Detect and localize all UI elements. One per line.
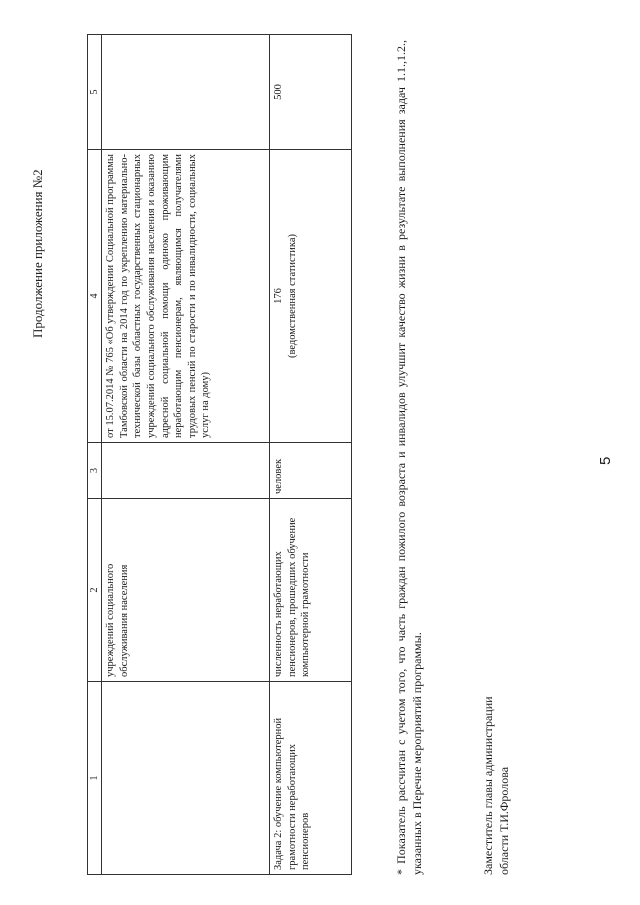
column-header: 1	[88, 682, 102, 875]
signature-block	[480, 696, 512, 875]
column-header: 3	[88, 443, 102, 499]
indicator-table	[87, 34, 352, 875]
column-header: 5	[88, 35, 102, 150]
table-cell: численность неработающих пенсионеров, прошедших обучение компьютерной грамотности	[270, 499, 352, 682]
column-header: 4	[88, 150, 102, 443]
table-cell: от 15.07.2014 № 765 «Об утверждении Социальной программы Тамбовской области на 2014 год по укреплению материально-технической базы областных государственных стационарных учреждений социального обслуживания населения и оказанию адресной социальной помощи одиноко проживающим неработающим пенсионерам, являющимся получателями трудовых пенсий по старости и по инвалидности, социальных услуг на дому)	[102, 150, 270, 443]
table-cell	[270, 150, 352, 443]
indicator-value: 176	[273, 288, 284, 304]
table-row	[102, 35, 270, 875]
table-header-row	[88, 35, 102, 875]
table-row	[270, 35, 352, 875]
column-header: 2	[88, 499, 102, 682]
table-cell: человек	[270, 443, 352, 499]
signature-title: Заместитель главы администрации	[481, 696, 495, 875]
page-number: 5	[597, 456, 614, 465]
table-cell	[102, 682, 270, 875]
table-cell: Задача 2: обучение компьютерной грамотности неработающих пенсионеров	[270, 682, 352, 875]
indicator-source: (ведомственная статистика)	[286, 233, 298, 359]
table-cell	[102, 443, 270, 499]
appendix-header: Продолжение приложения №2	[30, 169, 45, 338]
table-cell: учреждений социального обслуживания населения	[102, 499, 270, 682]
table-cell	[102, 35, 270, 150]
table-cell: 500	[270, 35, 352, 150]
signature-name: области Т.И.Фролова	[497, 766, 512, 875]
footnote: * Показатель рассчитан с учетом того, что часть граждан пожилого возраста и инвалидов улучшит качество жизни в результате выполнения задач 1.1.,1.2., указанных в Перечне мероприятий программы.	[394, 40, 425, 875]
